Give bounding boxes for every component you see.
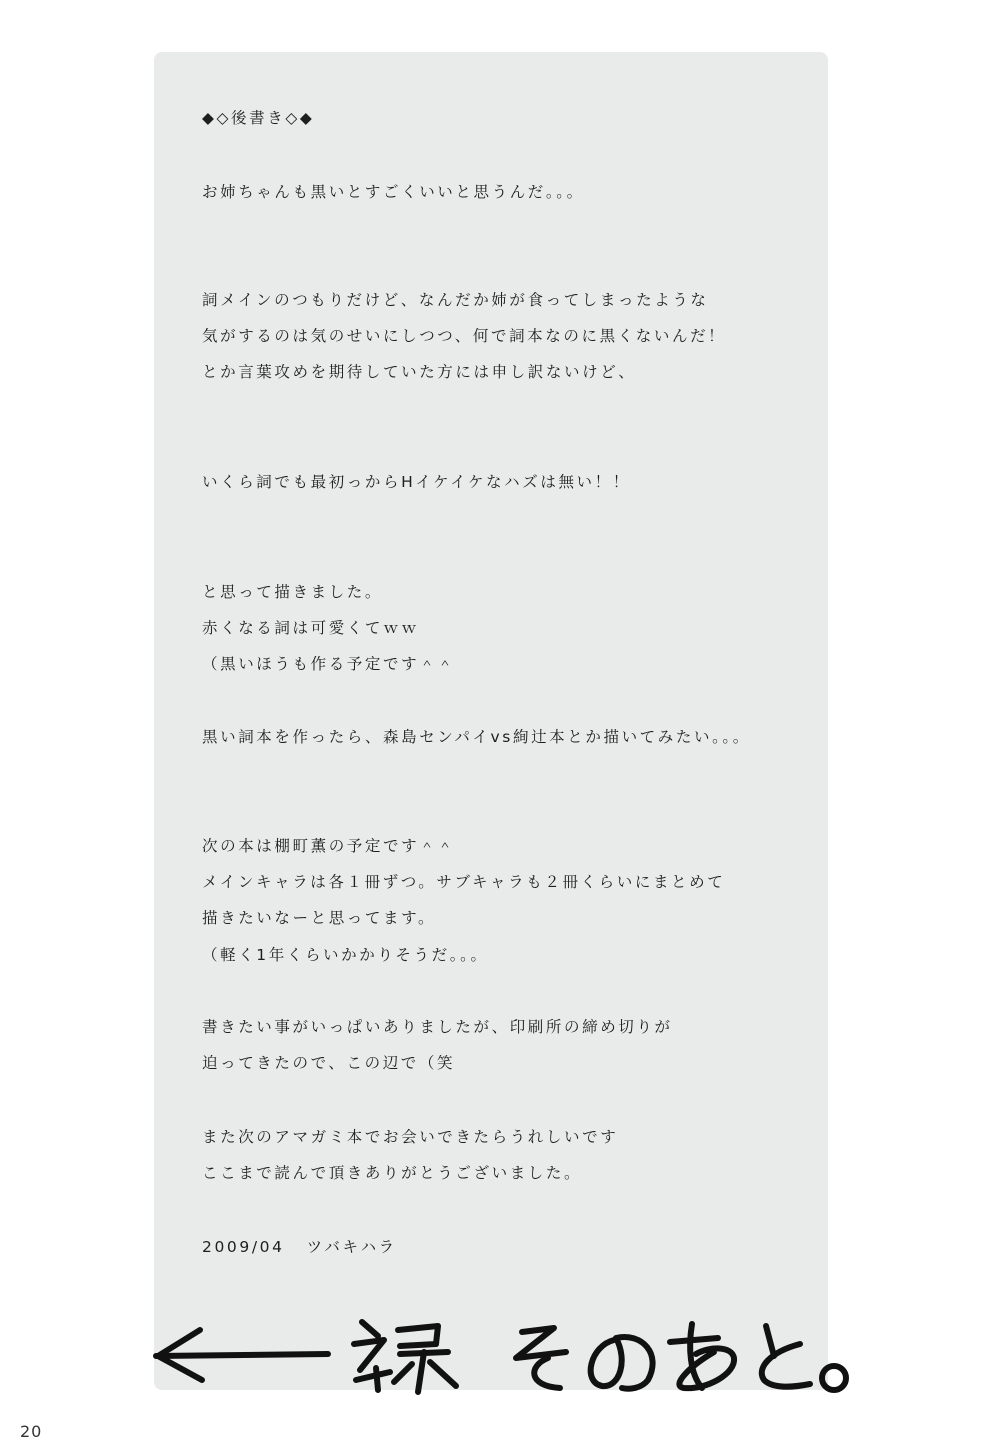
text-line: いくら詞でも最初っからHイケイケなハズは無い！！ — [202, 473, 631, 491]
text-line: と思って描きました。 — [202, 583, 384, 601]
text-line: また次のアマガミ本でお会いできたらうれしいです — [202, 1128, 619, 1146]
text-line: 気がするのは気のせいにしつつ、何で詞本なのに黒くないんだ！ — [202, 327, 727, 345]
afterword-heading: ◆◇後書き◇◆ — [202, 109, 315, 127]
signature-line — [202, 1236, 397, 1258]
author-name: ツバキハラ — [306, 1238, 397, 1256]
page-number: 20 — [20, 1422, 43, 1441]
text-line: （軽く1年くらいかかりそうだ。。。 — [202, 946, 489, 964]
text-line: 迫ってきたので、この辺で（笑 — [202, 1054, 456, 1072]
text-line: 書きたい事がいっぱいありましたが、印刷所の締め切りが — [202, 1018, 673, 1036]
text-line: 黒い詞本を作ったら、森島センパイvs絢辻本とか描いてみたい。。。 — [202, 728, 751, 746]
text-line: （黒いほうも作る予定です＾＾ — [202, 655, 456, 673]
afterword-panel — [154, 52, 828, 1390]
text-line: 詞メインのつもりだけど、なんだか姉が食ってしまったような — [202, 291, 709, 309]
text-line: 描きたいなーと思ってます。 — [202, 909, 437, 927]
date: 2009/04 — [202, 1238, 285, 1256]
text-line: ここまで読んで頂きありがとうございました。 — [202, 1164, 583, 1182]
text-line: とか言葉攻めを期待していた方には申し訳ないけど、 — [202, 363, 637, 381]
text-line: 赤くなる詞は可愛くてｗｗ — [202, 619, 420, 637]
text-line: お姉ちゃんも黒いとすごくいいと思うんだ。。。 — [202, 183, 585, 201]
text-line: メインキャラは各１冊ずつ。サブキャラも２冊くらいにまとめて — [202, 873, 726, 891]
text-line: 次の本は棚町薫の予定です＾＾ — [202, 837, 456, 855]
handwritten-note — [150, 1290, 860, 1400]
